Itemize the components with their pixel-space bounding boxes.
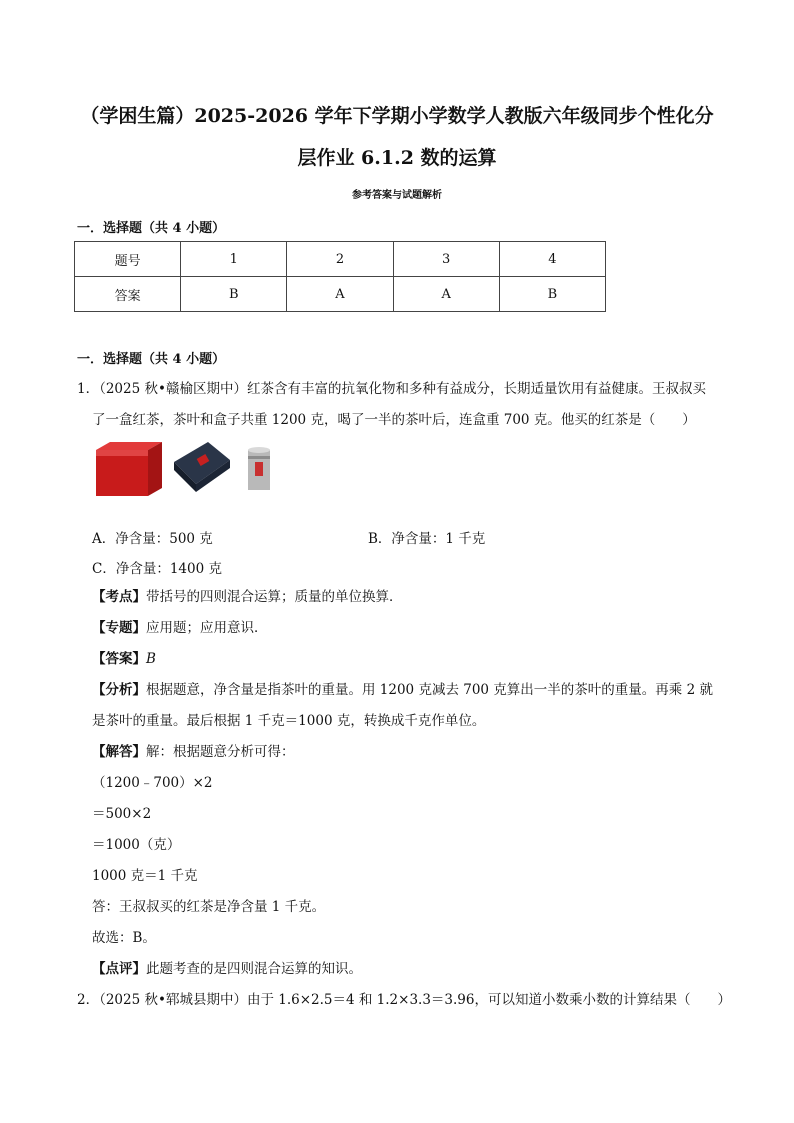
kaodian-tag: 【考点】: [92, 589, 146, 605]
zhuanti-tag: 【专题】: [92, 620, 146, 636]
table-cell-label: 题号: [75, 242, 181, 277]
daan-tag: 【答案】: [92, 651, 146, 667]
fenxi-text: 根据题意，净含量是指茶叶的重量。用 1200 克减去 700 克算出一半的茶叶的重量。再乘 2 就: [146, 682, 713, 698]
q1-calc-step1: （1200﹣700）×2: [92, 775, 213, 791]
silver-tea-can-image: [246, 446, 272, 496]
fenxi-tag: 【分析】: [92, 682, 146, 698]
q1-choose: 故选：B。: [92, 930, 156, 946]
daan-text: B: [146, 651, 156, 667]
table-cell-answer: B: [181, 277, 287, 312]
document-title-line1: （学困生篇）2025-2026 学年下学期小学数学人教版六年级同步个性化分: [80, 105, 714, 127]
q1-calc-step3: ＝1000（克）: [92, 837, 181, 853]
q1-fenxi-line1: [92, 680, 713, 700]
dark-tea-box-image: [170, 438, 234, 500]
q2-stem-line1: 2．（2025 秋•郓城县期中）由于 1.6×2.5＝4 和 1.2×3.3＝3.96，可以知道小数乘小数的计算结果（ ）: [77, 992, 731, 1008]
q1-fenxi-line2: 是茶叶的重量。最后根据 1 千克＝1000 克，转换成千克作单位。: [92, 713, 486, 729]
jieda-text: 解：根据题意分析可得：: [146, 744, 295, 760]
answer-table-question-row: [75, 242, 606, 277]
q1-option-c: C．净含量：1400 克: [92, 561, 222, 577]
table-cell-question: 2: [287, 242, 393, 277]
table-cell-answer: B: [499, 277, 605, 312]
document-subtitle: 参考答案与试题解析: [352, 190, 442, 201]
table-cell-answer: A: [287, 277, 393, 312]
detail-section-heading: 一．选择题（共 4 小题）: [77, 352, 226, 367]
q1-daan: [92, 649, 156, 669]
q1-stem-line2: 了一盒红茶，茶叶和盒子共重 1200 克，喝了一半的茶叶后，连盒重 700 克。他买的红茶是（ ）: [92, 412, 696, 428]
dianping-tag: 【点评】: [92, 961, 146, 977]
q1-option-a: A．净含量：500 克: [92, 531, 213, 547]
q1-calc-step4: 1000 克＝1 千克: [92, 868, 198, 884]
answer-table: [74, 241, 606, 312]
dianping-text: 此题考查的是四则混合运算的知识。: [146, 961, 362, 977]
q1-jieda: [92, 742, 295, 762]
q1-dianping: [92, 959, 362, 979]
table-cell-question: 3: [393, 242, 499, 277]
zhuanti-text: 应用题；应用意识．: [146, 620, 268, 636]
q1-kaodian: [92, 587, 403, 607]
document-title-line2: 层作业 6.1.2 数的运算: [297, 147, 497, 169]
q1-zhuanti: [92, 618, 268, 638]
answer-section-heading: 一．选择题（共 4 小题）: [77, 221, 226, 236]
table-cell-label: 答案: [75, 277, 181, 312]
jieda-tag: 【解答】: [92, 744, 146, 760]
red-tea-box-image: [92, 440, 166, 502]
kaodian-text: 带括号的四则混合运算；质量的单位换算．: [146, 589, 403, 605]
q1-option-b: B．净含量：1 千克: [368, 531, 486, 547]
q1-calc-step2: ＝500×2: [92, 806, 152, 822]
table-cell-question: 1: [181, 242, 287, 277]
table-cell-answer: A: [393, 277, 499, 312]
q1-answer-line: 答：王叔叔买的红茶是净含量 1 千克。: [92, 899, 326, 915]
table-cell-question: 4: [499, 242, 605, 277]
answer-table-answer-row: [75, 277, 606, 312]
q1-stem-line1: 1．（2025 秋•赣榆区期中）红茶含有丰富的抗氧化物和多种有益成分，长期适量饮用有益健康。王叔叔买: [77, 381, 706, 397]
